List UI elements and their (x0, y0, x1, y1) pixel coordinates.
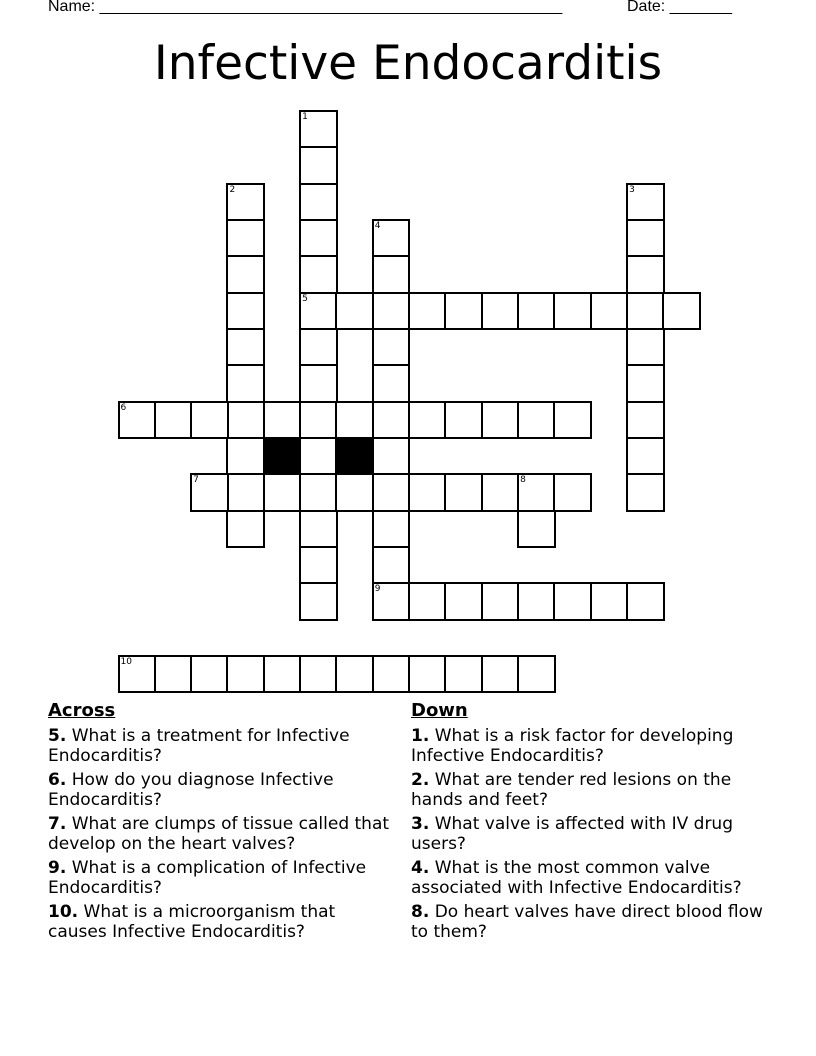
clue-number-label: 9 (374, 584, 381, 595)
grid-cell[interactable] (481, 655, 519, 693)
grid-cell[interactable] (481, 473, 519, 511)
clue-down-4 (411, 858, 781, 898)
grid-cell[interactable] (299, 292, 337, 330)
grid-cell[interactable] (626, 401, 664, 439)
clue-text: What valve is affected with IV drug users? (411, 814, 733, 854)
clue-number: 6. (48, 770, 67, 790)
blocked-cell (335, 437, 373, 475)
grid-cell[interactable] (154, 401, 192, 439)
grid-cell[interactable] (517, 292, 555, 330)
grid-cell[interactable] (335, 292, 373, 330)
grid-cell[interactable] (626, 219, 664, 257)
across-clues (48, 700, 393, 946)
grid-cell[interactable] (590, 582, 628, 620)
grid-cell[interactable] (226, 437, 264, 475)
clue-down-8 (411, 902, 781, 942)
clue-text: What is a treatment for Infective Endocarditis? (48, 726, 350, 766)
grid-cell[interactable] (481, 401, 519, 439)
grid-cell[interactable] (372, 473, 410, 511)
clue-text: What is the most common valve associated with Infective Endocarditis? (411, 858, 742, 898)
grid-cell[interactable] (372, 292, 410, 330)
grid-cell[interactable] (517, 582, 555, 620)
clue-number: 8. (411, 902, 430, 922)
clue-down-3 (411, 814, 781, 854)
grid-cell[interactable] (553, 401, 591, 439)
grid-cell[interactable] (626, 328, 664, 366)
clue-across-5 (48, 726, 393, 766)
grid-cell[interactable] (118, 401, 156, 439)
clue-number: 3. (411, 814, 430, 834)
grid-cell[interactable] (372, 219, 410, 257)
grid-cell[interactable] (444, 473, 482, 511)
grid-cell[interactable] (372, 510, 410, 548)
clue-down-1 (411, 726, 781, 766)
grid-cell[interactable] (190, 473, 228, 511)
grid-cell[interactable] (263, 473, 301, 511)
grid-cell[interactable] (372, 582, 410, 620)
grid-cell[interactable] (517, 655, 555, 693)
grid-cell[interactable] (263, 655, 301, 693)
grid-cell[interactable] (299, 110, 337, 148)
grid-cell[interactable] (626, 473, 664, 511)
grid-cell[interactable] (226, 292, 264, 330)
grid-cell[interactable] (626, 255, 664, 293)
grid-cell[interactable] (226, 473, 264, 511)
grid-cell[interactable] (444, 582, 482, 620)
clue-number-label: 6 (120, 402, 127, 413)
clue-across-10 (48, 902, 393, 942)
grid-cell[interactable] (226, 655, 264, 693)
clue-number: 2. (411, 770, 430, 790)
clue-number: 10. (48, 902, 79, 922)
grid-cell[interactable] (299, 364, 337, 402)
grid-cell[interactable] (517, 510, 555, 548)
grid-cell[interactable] (335, 655, 373, 693)
grid-cell[interactable] (553, 582, 591, 620)
clue-text: What is a risk factor for developing Infective Endocarditis? (411, 726, 734, 766)
clue-number-label: 7 (193, 475, 199, 486)
clue-number-label: 4 (374, 220, 381, 231)
grid-cell[interactable] (154, 655, 192, 693)
grid-cell[interactable] (408, 655, 446, 693)
grid-cell[interactable] (299, 473, 337, 511)
grid-cell[interactable] (299, 146, 337, 184)
grid-cell[interactable] (553, 292, 591, 330)
grid-cell[interactable] (335, 401, 373, 439)
grid-cell[interactable] (372, 364, 410, 402)
clue-number-label: 5 (302, 293, 308, 304)
grid-cell[interactable] (408, 473, 446, 511)
clue-number: 1. (411, 726, 430, 746)
grid-cell[interactable] (226, 255, 264, 293)
clue-text: What are clumps of tissue called that develop on the heart valves? (48, 814, 390, 854)
grid-cell[interactable] (626, 437, 664, 475)
clue-number: 5. (48, 726, 67, 746)
grid-cell[interactable] (372, 546, 410, 584)
clue-number-label: 10 (120, 656, 132, 667)
grid-cell[interactable] (299, 510, 337, 548)
grid-cell[interactable] (226, 328, 264, 366)
grid-cell[interactable] (226, 183, 264, 221)
grid-cell[interactable] (481, 582, 519, 620)
clue-number-label: 1 (302, 112, 308, 122)
grid-cell[interactable] (190, 655, 228, 693)
grid-cell[interactable] (590, 292, 628, 330)
grid-cell[interactable] (408, 292, 446, 330)
grid-cell[interactable] (118, 655, 156, 693)
clue-across-7 (48, 814, 393, 854)
date-field[interactable]: Date: _______ (627, 0, 732, 15)
grid-cell[interactable] (263, 401, 301, 439)
clue-text: How do you diagnose Infective Endocarditis? (48, 770, 334, 810)
grid-cell[interactable] (299, 401, 337, 439)
grid-cell[interactable] (372, 401, 410, 439)
clue-across-6 (48, 770, 393, 810)
grid-cell[interactable] (299, 183, 337, 221)
grid-cell[interactable] (444, 292, 482, 330)
page-title: Infective Endocarditis (153, 36, 663, 91)
grid-cell[interactable] (444, 655, 482, 693)
blocked-cell (263, 437, 301, 475)
name-field[interactable]: Name: ____________________________________________________ (48, 0, 563, 15)
grid-cell[interactable] (517, 473, 555, 511)
down-heading: Down (411, 700, 468, 721)
clue-text: What is a complication of Infective Endocarditis? (48, 858, 367, 898)
grid-cell[interactable] (626, 364, 664, 402)
grid-cell[interactable] (517, 401, 555, 439)
grid-cell[interactable] (335, 473, 373, 511)
grid-cell[interactable] (226, 364, 264, 402)
down-clues (411, 700, 781, 946)
grid-cell[interactable] (444, 401, 482, 439)
grid-cell[interactable] (626, 292, 664, 330)
grid-cell[interactable] (372, 328, 410, 366)
clue-text: What is a microorganism that causes Infective Endocarditis? (48, 902, 336, 942)
clue-number-label: 8 (520, 475, 526, 486)
grid-cell[interactable] (299, 255, 337, 293)
grid-cell[interactable] (299, 582, 337, 620)
grid-cell[interactable] (299, 655, 337, 693)
grid-cell[interactable] (226, 510, 264, 548)
clue-number: 4. (411, 858, 430, 878)
grid-cell[interactable] (299, 219, 337, 257)
clue-number: 9. (48, 858, 67, 878)
clue-across-9 (48, 858, 393, 898)
grid-cell[interactable] (372, 437, 410, 475)
grid-cell[interactable] (372, 255, 410, 293)
grid-cell[interactable] (408, 582, 446, 620)
grid-cell[interactable] (190, 401, 228, 439)
grid-cell[interactable] (553, 473, 591, 511)
clue-text: Do heart valves have direct blood flow to them? (411, 902, 763, 942)
grid-cell[interactable] (299, 328, 337, 366)
clue-number-label: 3 (629, 184, 635, 195)
clue-down-2 (411, 770, 781, 810)
grid-cell[interactable] (626, 183, 664, 221)
across-heading: Across (48, 700, 116, 721)
grid-cell[interactable] (662, 292, 700, 330)
grid-cell[interactable] (626, 582, 664, 620)
grid-cell[interactable] (299, 546, 337, 584)
grid-cell[interactable] (226, 401, 264, 439)
grid-cell[interactable] (481, 292, 519, 330)
grid-cell[interactable] (372, 655, 410, 693)
grid-cell[interactable] (408, 401, 446, 439)
grid-cell[interactable] (299, 437, 337, 475)
clue-number-label: 2 (229, 184, 236, 195)
clue-text: What are tender red lesions on the hands and feet? (411, 770, 732, 810)
clue-number: 7. (48, 814, 67, 834)
grid-cell[interactable] (226, 219, 264, 257)
